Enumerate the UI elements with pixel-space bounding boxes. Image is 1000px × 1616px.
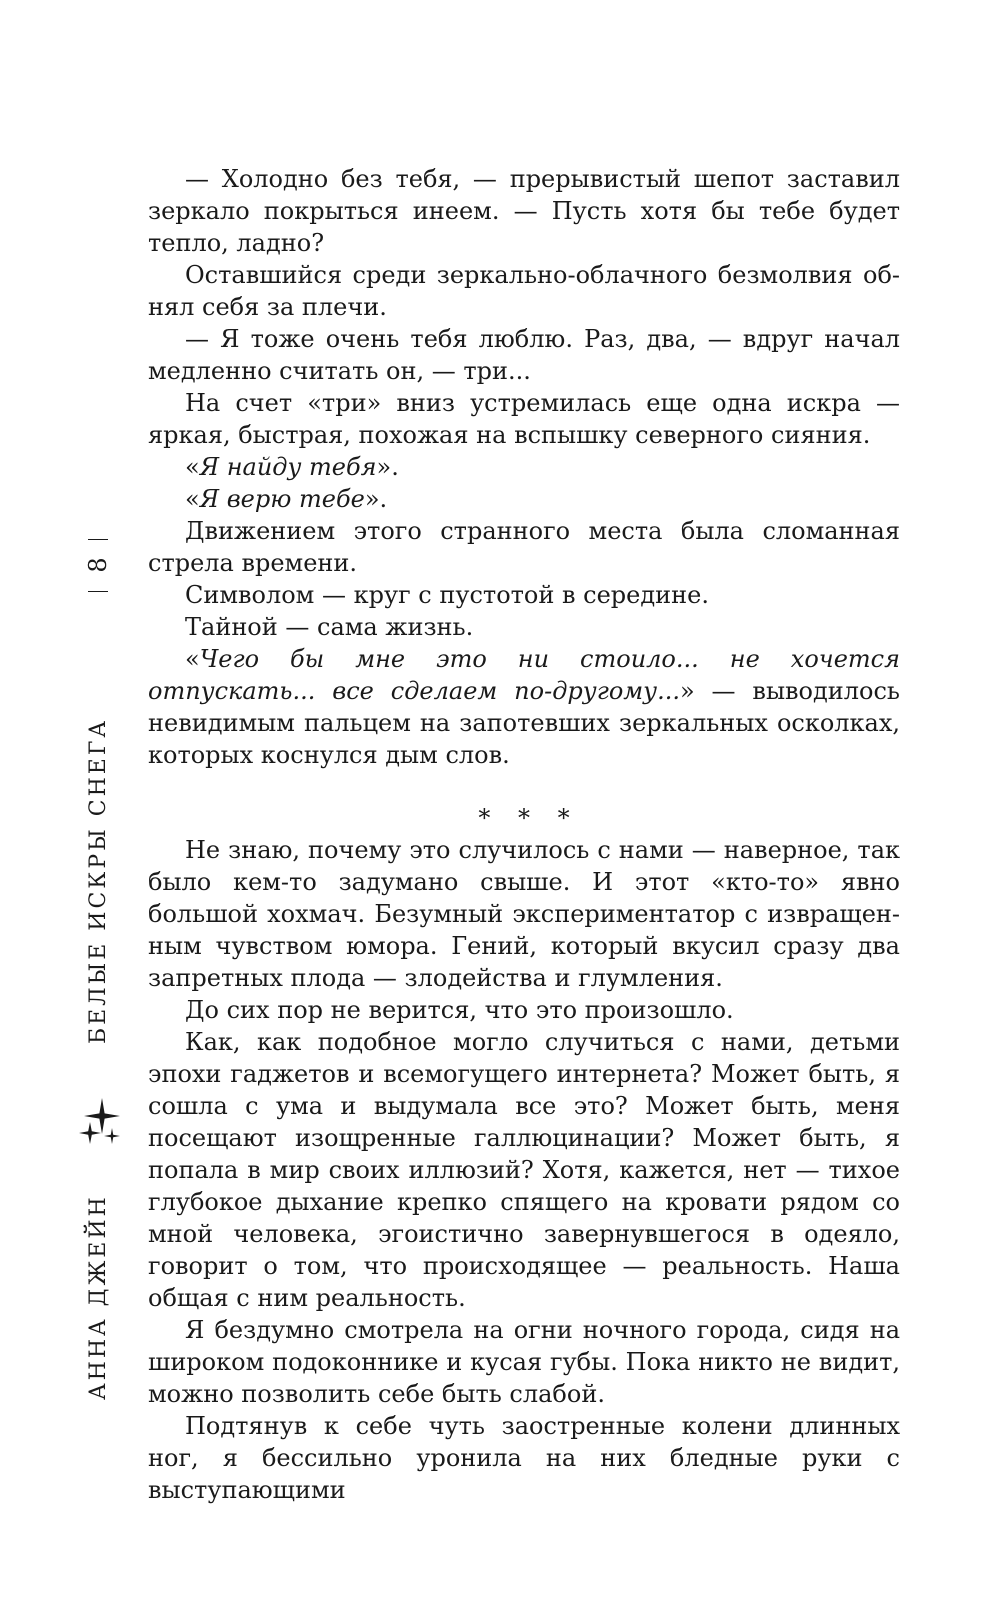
paragraph: Движением этого странного места была сломанная стрела времени. bbox=[148, 517, 900, 577]
paragraph bbox=[148, 643, 900, 771]
paragraph: Я бездумно смотрела на огни ночного города, сидя на широком подоконнике и кусая губы. Пока никто не видит, можно позволить себе быть слабой. bbox=[148, 1316, 900, 1408]
page-number-bottom-rule bbox=[88, 591, 108, 592]
page-number-top-rule bbox=[88, 539, 108, 540]
page-number-box bbox=[84, 539, 112, 599]
paragraph-rest: » — выводилось невидимым пальцем на запотевших зеркальных осколках, которых коснулся дым слов. bbox=[148, 677, 900, 769]
quote-open: « bbox=[185, 453, 200, 481]
paragraph: Как, как подобное могло случиться с нами, детьми эпохи гаджетов и всемогущего интернета? Может быть, я сошла с ума и выдумала все это? Может быть, меня посещают изощренные галлюцинации? Может быть, я попала в мир своих иллюзий? Хотя, кажется, нет — тихое глубокое дыхание крепко спящего на кровати рядом со мной человека, эгоистично завернувшегося в одеяло, говорит о том, что происходящее — реальность. Наша общая с ним реальность. bbox=[148, 1028, 900, 1312]
section-separator: * * * bbox=[478, 804, 580, 832]
quote-open: « bbox=[185, 485, 200, 513]
page-number: 8 bbox=[84, 557, 112, 573]
quote-close: ». bbox=[376, 453, 399, 481]
italic-quote: Чего бы мне это ни стоило... не хочется отпускать... все сделаем по-другому... bbox=[148, 645, 900, 705]
paragraph: Символом — круг с пустотой в середине. bbox=[185, 581, 709, 609]
paragraph bbox=[148, 451, 900, 483]
paragraph bbox=[148, 483, 900, 515]
main-text bbox=[148, 163, 900, 1506]
paragraph: До сих пор не верится, что это произошло. bbox=[185, 996, 734, 1024]
quote-close: ». bbox=[364, 485, 388, 513]
paragraph: Тайной — сама жизнь. bbox=[185, 613, 474, 641]
quote-open: « bbox=[185, 645, 200, 673]
paragraph: Подтянув к себе чуть заостренные колени длинных ног, я бессильно уронила на них бледные руки с выступающими bbox=[148, 1412, 900, 1504]
paragraph: — Я тоже очень тебя люблю. Раз, два, — вдруг начал медленно считать он, — три... bbox=[148, 325, 900, 385]
sparkle-stars-icon bbox=[76, 1096, 126, 1152]
paragraph: — Холодно без тебя, — прерывистый шепот заставил зеркало покрыться инеем. — Пусть хотя бы тебе будет тепло, ладно? bbox=[148, 165, 900, 257]
running-head-book-title: БЕЛЫЕ ИСКРЫ СНЕГА bbox=[86, 717, 111, 1044]
paragraph: На счет «три» вниз устремилась еще одна искра — яркая, быстрая, похожая на вспышку северного сияния. bbox=[148, 389, 900, 449]
italic-quote: Я найду тебя bbox=[199, 453, 377, 481]
running-head-author: АННА ДЖЕЙН bbox=[86, 1194, 111, 1400]
italic-quote: Я верю тебе bbox=[199, 485, 365, 513]
paragraph: Не знаю, почему это случилось с нами — наверное, так было кем-то задумано свыше. И этот «кто-то» явно большой хохмач. Безумный экспериментатор с извращенным чувством юмора. Гений, который вкусил сразу два запретных плода — злодейства и глумления. bbox=[148, 836, 900, 992]
paragraph: Оставшийся среди зеркально-облачного безмолвия обнял себя за плечи. bbox=[148, 261, 900, 321]
